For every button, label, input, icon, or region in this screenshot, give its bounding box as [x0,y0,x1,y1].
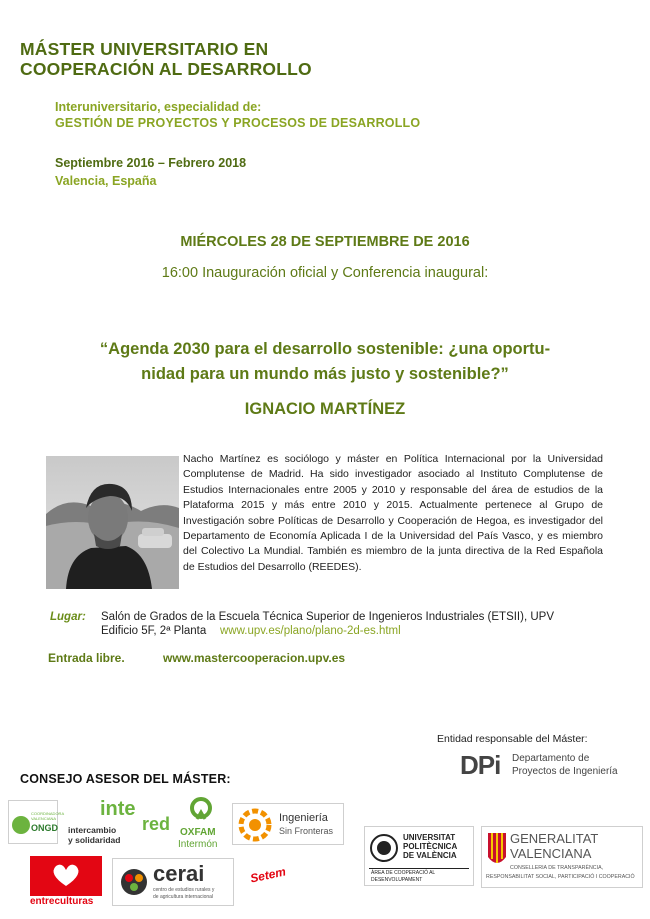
setem-text: Setem [248,864,288,886]
dpi-name-line-1: Departamento de [512,753,590,764]
intered-sub-2: y solidaridad [68,835,121,845]
upv-seal-icon [369,831,399,865]
cerai-sub-1: centro de estudios rurales y [153,887,215,893]
program-dates: Septiembre 2016 – Febrero 2018 [55,156,247,170]
isf-text-1: Ingeniería [279,812,328,824]
entry-label: Entrada libre. [48,651,125,665]
intered-text-main: inte [100,798,136,820]
generalitat-text-2: VALENCIANA [510,846,592,861]
speaker-name: IGNACIO MARTÍNEZ [244,400,406,418]
program-location: Valencia, España [55,174,157,188]
cerai-logo [112,858,234,906]
coordinadora-text-1: COORDINADORA [31,811,65,816]
isf-gear-icon [235,805,275,845]
speaker-bio: Nacho Martínez es sociólogo y máster en Política Internacional por la Universidad Complutense de Madrid. Ha sido investigador asociado al Instituto Complutense de Estudios Internacionales entre 2005 y 2010 y responsable del área de estudios de la Plataforma 2015 y más entre 2010 y 2015. Actualmente pertenece al Grupo de Investigación sobre Políticas de Desarrollo y Cooperación de Hegoa, es investigador del Departamento de Economía Aplicada I de la Universidad del País Vasco, y es miembro del Colectivo La Mundial. También es miembro de la junta directiva de la Red Española de Estudios del Desarrollo (REEDES). [183,453,603,573]
generalitat-shield-icon [486,831,508,873]
upv-logo [364,826,474,886]
dpi-name-line-2: Proyectos de Ingeniería [512,766,618,777]
program-title-line-1: MÁSTER UNIVERSITARIO EN [20,39,269,59]
venue-line-1: Salón de Grados de la Escuela Técnica Superior de Ingenieros Industriales (ETSII), UPV [101,611,554,623]
isf-logo [232,803,344,845]
cerai-sub-2: de agricultura internacional [153,894,214,900]
cerai-icon [119,867,149,897]
intered-text-red: red [142,814,171,834]
generalitat-text-1: GENERALITAT [510,831,599,846]
upv-text-2: POLITÈCNICA [403,842,458,851]
venue-map-link[interactable]: www.upv.es/plano/plano-2d-es.html [220,625,401,637]
program-title-line-2: COOPERACIÓN AL DESARROLLO [20,59,312,79]
event-date: MIÉRCOLES 28 DE SEPTIEMBRE DE 2016 [180,234,470,250]
talk-title-line-1: “Agenda 2030 para el desarrollo sostenible: ¿una oportu- [99,340,551,358]
speaker-photo [46,456,179,589]
isf-text-2: Sin Fronteras [279,826,334,836]
generalitat-valenciana-logo [481,826,643,888]
coordinadora-text-main: ONGD [31,823,58,833]
oxfam-text-2: Intermón [178,839,218,850]
upv-divider [369,868,469,869]
entreculturas-logo [28,856,104,912]
upv-area-2: DESENVOLUPAMENT [371,877,423,883]
generalitat-sub-2: RESPONSABILITAT SOCIAL, PARTICIPACIÓ I COOPERACIÓ [486,874,635,880]
coordinadora-ongd-logo [8,800,65,844]
program-subtitle-line-2: GESTIÓN DE PROYECTOS Y PROCESOS DE DESARROLLO [55,116,421,130]
dpi-logo: DPi [460,750,501,780]
oxfam-text-1: OXFAM [180,827,216,838]
upv-text-1: UNIVERSITAT [403,833,456,842]
website-link[interactable]: www.mastercooperacion.upv.es [163,651,346,665]
entreculturas-heart-icon [28,856,104,896]
setem-logo [246,856,292,896]
generalitat-sub-1: CONSELLERIA DE TRANSPARÈNCIA, [510,865,604,871]
venue-line-2: Edificio 5F, 2ª Planta [101,625,207,637]
talk-title-line-2: nidad para un mundo más justo y sostenible?” [141,365,509,383]
intered-logo [66,798,171,848]
oxfam-icon [174,797,228,825]
speaker-photo-illustration [46,456,179,589]
intered-sub-1: intercambio [68,825,117,835]
advisory-board-title: CONSEJO ASESOR DEL MÁSTER: [20,772,231,786]
event-time-title: 16:00 Inauguración oficial y Conferencia inaugural: [161,265,489,281]
cerai-text: cerai [153,861,205,886]
entreculturas-text: entreculturas [30,896,94,907]
coordinadora-text-2: VALENCIANA [31,816,57,821]
upv-text-3: DE VALÈNCIA [403,851,457,860]
venue-label: Lugar: [50,611,86,623]
responsible-entity-label: Entidad responsable del Máster: [437,733,588,745]
program-subtitle-line-1: Interuniversitario, especialidad de: [55,100,262,114]
oxfam-intermon-logo [174,797,228,855]
upv-area-1: ÀREA DE COOPERACIÓ AL [371,870,436,876]
